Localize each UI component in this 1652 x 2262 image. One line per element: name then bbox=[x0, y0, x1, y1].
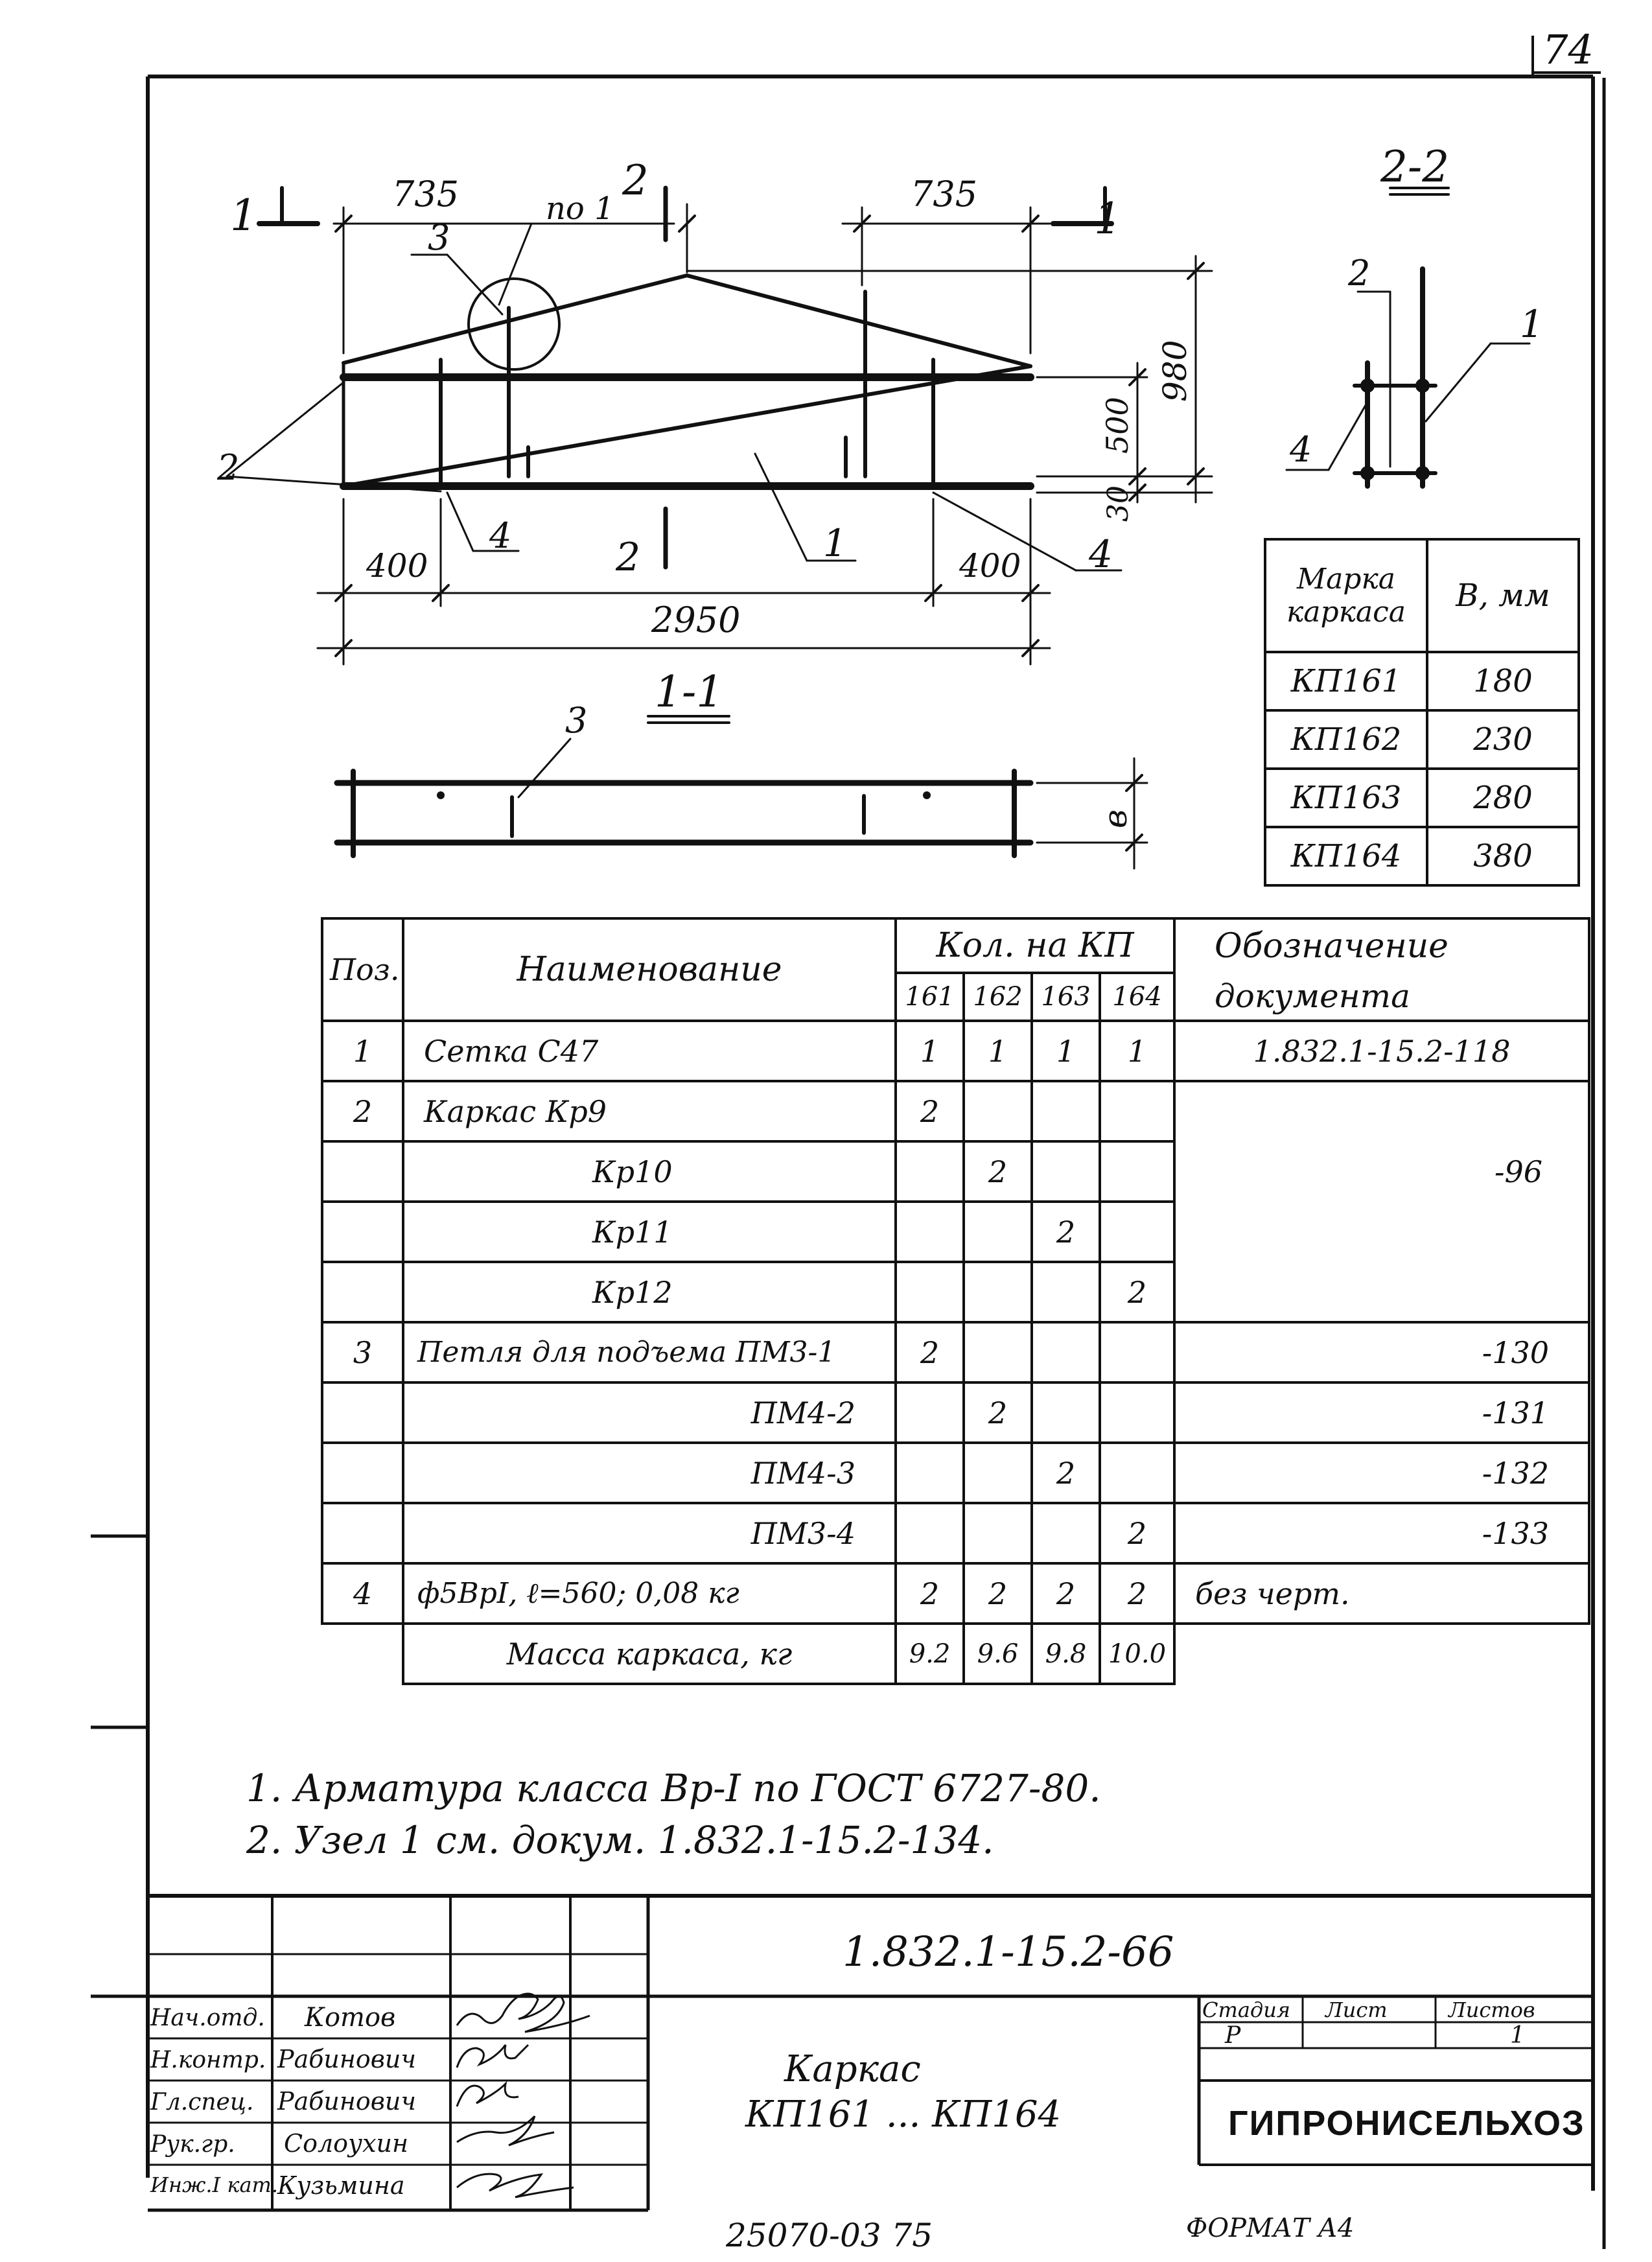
bottom-code: 25070-03 75 bbox=[726, 2217, 933, 2254]
spec-name: Кр12 bbox=[403, 1262, 896, 1322]
spec-pos: 4 bbox=[322, 1563, 403, 1624]
spec-col-164: 164 bbox=[1100, 973, 1174, 1021]
spec-doc: без черт. bbox=[1174, 1563, 1589, 1624]
spec-qty: 2 bbox=[964, 1141, 1032, 1202]
b-table-cell: 180 bbox=[1427, 652, 1579, 710]
dim-30: 30 bbox=[1102, 485, 1135, 522]
section-2-2-title: 2-2 bbox=[1380, 142, 1450, 192]
spec-doc: -130 bbox=[1174, 1322, 1589, 1382]
b-table-header-mark: Марка каркаса bbox=[1265, 539, 1427, 652]
spec-name: ПМ4-3 bbox=[403, 1443, 896, 1503]
note-2: 2. Узел 1 см. докум. 1.832.1-15.2-134. bbox=[246, 1818, 994, 1862]
stage-header: Стадия bbox=[1202, 1998, 1290, 2022]
spec-qty: 2 bbox=[1032, 1443, 1100, 1503]
spec-mass-value: 9.2 bbox=[896, 1624, 964, 1684]
role-3: Гл.спец. bbox=[150, 2089, 254, 2116]
spec-name: Кр10 bbox=[403, 1141, 896, 1202]
spec-qty: 1 bbox=[1032, 1021, 1100, 1081]
spec-pos: 2 bbox=[322, 1081, 403, 1141]
title-block-code: 1.832.1-15.2-66 bbox=[843, 1928, 1174, 1976]
b-table-cell: КП163 bbox=[1265, 769, 1427, 827]
b-table-cell: 280 bbox=[1427, 769, 1579, 827]
s22-label-pos4: 4 bbox=[1290, 429, 1312, 470]
name-2: Рабинович bbox=[277, 2045, 417, 2073]
label-pos4-right: 4 bbox=[1089, 532, 1113, 576]
spec-doc: -96 bbox=[1174, 1141, 1589, 1202]
stage-value: Р bbox=[1225, 2022, 1241, 2049]
spec-name: Петля для подъема ПМ3-1 bbox=[403, 1322, 896, 1382]
sheets-header: Листов bbox=[1448, 1998, 1535, 2022]
section-1-1-title: 1-1 bbox=[655, 667, 724, 717]
dim-top-right: 735 bbox=[911, 174, 978, 215]
organization: ГИПРОНИСЕЛЬХОЗ bbox=[1228, 2104, 1585, 2143]
b-table-cell: 230 bbox=[1427, 710, 1579, 769]
spec-doc: -133 bbox=[1174, 1503, 1589, 1563]
spec-name: Кр11 bbox=[403, 1202, 896, 1262]
b-table-cell: КП162 bbox=[1265, 710, 1427, 769]
spec-header-name: Наименование bbox=[403, 918, 896, 1021]
dim-b: в bbox=[1097, 809, 1134, 828]
label-pos2: 2 bbox=[217, 447, 240, 488]
s22-label-pos2: 2 bbox=[1348, 253, 1371, 294]
spec-doc: -132 bbox=[1174, 1443, 1589, 1503]
role-1: Нач.отд. bbox=[150, 2005, 265, 2031]
spec-qty: 2 bbox=[896, 1563, 964, 1624]
spec-qty: 2 bbox=[1100, 1503, 1174, 1563]
spec-header-doc2: документа bbox=[1174, 973, 1589, 1021]
b-table-cell: КП161 bbox=[1265, 652, 1427, 710]
dim-500: 500 bbox=[1100, 397, 1135, 454]
spec-qty: 1 bbox=[964, 1021, 1032, 1081]
title-block-name-1: Каркас bbox=[784, 2048, 921, 2090]
dim-980: 980 bbox=[1156, 340, 1194, 402]
b-table-header-b: В, мм bbox=[1427, 539, 1579, 652]
spec-mass-label: Масса каркаса, кг bbox=[403, 1624, 896, 1684]
b-table-cell: 380 bbox=[1427, 827, 1579, 885]
dim-top-left: 735 bbox=[392, 174, 460, 215]
spec-name: Сетка С47 bbox=[403, 1021, 896, 1081]
spec-col-162: 162 bbox=[964, 973, 1032, 1021]
label-pos1: 1 bbox=[823, 521, 847, 565]
spec-qty: 2 bbox=[896, 1322, 964, 1382]
spec-header-doc1: Обозначение bbox=[1174, 918, 1589, 973]
spec-col-163: 163 bbox=[1032, 973, 1100, 1021]
dim-400-right: 400 bbox=[959, 547, 1021, 585]
label-pos3: 3 bbox=[428, 217, 450, 258]
section-mark-2-top: 2 bbox=[622, 157, 649, 205]
section-mark-2-bottom: 2 bbox=[616, 535, 641, 580]
name-4: Солоухин bbox=[284, 2129, 409, 2158]
name-3: Рабинович bbox=[277, 2087, 417, 2116]
role-4: Рук.гр. bbox=[150, 2131, 235, 2158]
spec-qty: 1 bbox=[896, 1021, 964, 1081]
title-block-name-2: КП161 ... КП164 bbox=[745, 2093, 1062, 2136]
spec-qty: 2 bbox=[1032, 1202, 1100, 1262]
role-5: Инж.I кат. bbox=[150, 2173, 279, 2197]
section-mark-1-right: 1 bbox=[1094, 194, 1121, 244]
spec-name: ф5ВрI, ℓ=560; 0,08 кг bbox=[403, 1563, 896, 1624]
spec-name: ПМ3-4 bbox=[403, 1503, 896, 1563]
spec-pos: 1 bbox=[322, 1021, 403, 1081]
spec-col-161: 161 bbox=[896, 973, 964, 1021]
spec-name: Каркас Кр9 bbox=[403, 1081, 896, 1141]
dim-400-left: 400 bbox=[366, 547, 428, 585]
s22-label-pos1: 1 bbox=[1520, 302, 1544, 346]
sheet-header: Лист bbox=[1325, 1998, 1388, 2022]
spec-mass-value: 9.8 bbox=[1032, 1624, 1100, 1684]
spec-qty: 2 bbox=[1100, 1262, 1174, 1322]
note-1: 1. Арматура класса Вр-I по ГОСТ 6727-80. bbox=[246, 1766, 1101, 1810]
format-label: ФОРМАТ А4 bbox=[1186, 2213, 1355, 2243]
spec-header-qty: Кол. на КП bbox=[896, 918, 1174, 973]
spec-pos: 3 bbox=[322, 1322, 403, 1382]
spec-doc: -131 bbox=[1174, 1382, 1589, 1443]
spec-header-pos: Поз. bbox=[322, 918, 403, 1021]
label-node: по 1 bbox=[546, 191, 614, 227]
sheet-number: 74 bbox=[1542, 26, 1594, 73]
b-table-cell: КП164 bbox=[1265, 827, 1427, 885]
spec-qty: 2 bbox=[964, 1382, 1032, 1443]
role-2: Н.контр. bbox=[150, 2047, 266, 2073]
spec-doc: 1.832.1-15.2-118 bbox=[1174, 1021, 1589, 1081]
spec-name: ПМ4-2 bbox=[403, 1382, 896, 1443]
spec-qty: 2 bbox=[1032, 1563, 1100, 1624]
name-5: Кузьмина bbox=[277, 2171, 405, 2200]
label-plan-pos3: 3 bbox=[565, 700, 588, 741]
section-mark-1-left: 1 bbox=[230, 191, 257, 240]
spec-qty: 1 bbox=[1100, 1021, 1174, 1081]
spec-qty: 2 bbox=[896, 1081, 964, 1141]
dim-total: 2950 bbox=[651, 600, 741, 640]
spec-qty: 2 bbox=[964, 1563, 1032, 1624]
spec-qty: 2 bbox=[1100, 1563, 1174, 1624]
name-1: Котов bbox=[305, 2003, 396, 2033]
sheets-value: 1 bbox=[1510, 2022, 1525, 2049]
label-pos4-left: 4 bbox=[489, 515, 512, 556]
spec-mass-value: 10.0 bbox=[1100, 1624, 1174, 1684]
spec-mass-value: 9.6 bbox=[964, 1624, 1032, 1684]
